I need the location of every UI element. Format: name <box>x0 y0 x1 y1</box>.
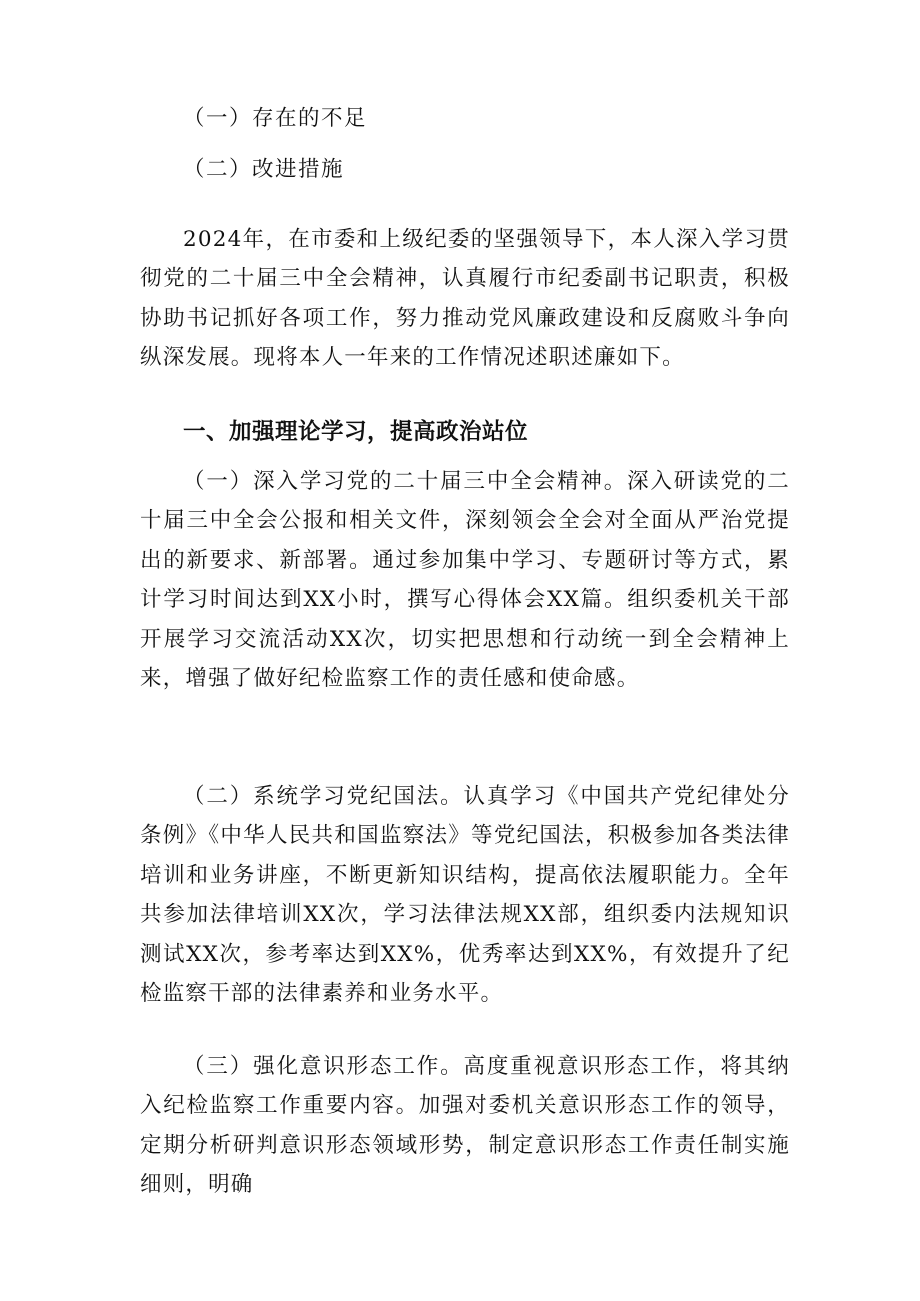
body-paragraph-study-law: （二）系统学习党纪国法。认真学习《中国共产党纪律处分条例》《中华人民共和国监察法》等党纪国法，积极参加各类法律培训和业务讲座，不断更新知识结构，提高依法履职能力。全年共参加法律培训XX次，学习法律法规XX部，组织委内法规知识测试XX次，参考率达到XX%，优秀率达到XX%，有效提升了纪检监察干部的法律素养和业务水平。 <box>140 784 790 1007</box>
section-heading: 一、加强理论学习，提高政治站位 <box>183 419 529 445</box>
toc-item-improvements: （二）改进措施 <box>183 157 345 182</box>
body-paragraph-ideology: （三）强化意识形态工作。高度重视意识形态工作，将其纳入纪检监察工作重要内容。加强对委机关意识形态工作的领导，定期分析研判意识形态领域形势，制定意识形态工作责任制实施细则，明确 <box>140 1054 790 1198</box>
body-paragraph-study-plenum: （一）深入学习党的二十届三中全会精神。深入研读党的二十届三中全会公报和相关文件，深刻领会全会对全面从严治党提出的新要求、新部署。通过参加集中学习、专题研讨等方式，累计学习时间达到XX小时，撰写心得体会XX篇。组织委机关干部开展学习交流活动XX次，切实把思想和行动统一到全会精神上来，增强了做好纪检监察工作的责任感和使命感。 <box>140 469 790 692</box>
toc-item-shortcomings: （一）存在的不足 <box>183 106 368 131</box>
intro-paragraph: 2024年，在市委和上级纪委的坚强领导下，本人深入学习贯彻党的二十届三中全会精神，认真履行市纪委副书记职责，积极协助书记抓好各项工作，努力推动党风廉政建设和反腐败斗争向纵深发展。现将本人一年来的工作情况述职述廉如下。 <box>140 227 790 371</box>
